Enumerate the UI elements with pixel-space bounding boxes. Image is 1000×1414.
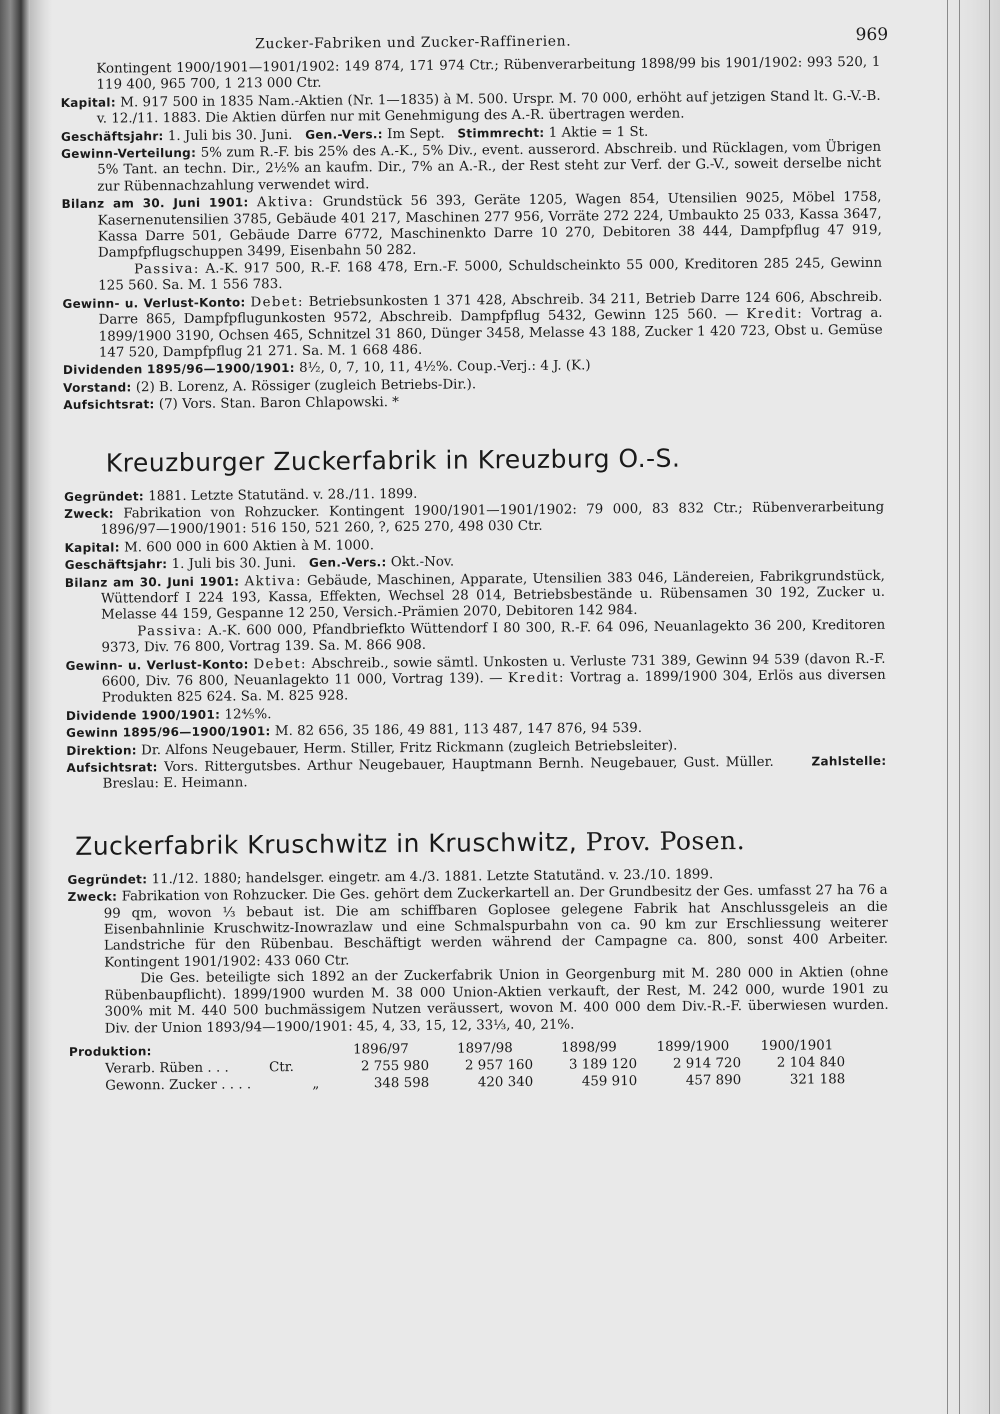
kontingent-line: Kontingent 1900/1901—1901/1902: 149 874, 171 974 Ctr.; Rübenverarbeitung 1898/99 bis 1901/1902: 993 520, 1 119 400, 965 700, 1 213 000 Ctr. — [96, 54, 881, 94]
dividenden-paragraph: Dividenden 1895/96—1900/1901: 8½, 0, 7, 10, 11, 4½%. Coup.-Verj.: 4 J. (K.) — [62, 358, 591, 378]
year-header: 1896/97 — [353, 1041, 409, 1058]
table-cell: 2 755 980 — [360, 1058, 430, 1075]
page-number: 969 — [855, 24, 889, 46]
table-cell: 420 340 — [477, 1074, 534, 1091]
table-cell: 2 914 720 — [672, 1056, 742, 1072]
right-page-edge — [940, 0, 1000, 1414]
table-cell: 2 957 160 — [464, 1057, 534, 1074]
aufsichtsrat-paragraph: Aufsichtsrat: (7) Vors. Stan. Baron Chlapowski. * — [63, 395, 399, 413]
entry-kreuzburg — [64, 481, 887, 793]
year-header: 1899/1900 — [656, 1039, 730, 1055]
gewinn-verlust-paragraph: Gewinn- u. Verlust-Konto: Debet: Abschreib., sowie sämtl. Unkosten u. Verluste 731 389, Gewinn 94 539 (davon R.-F. 6600, Div. 76 800, Neuanlagekto 11 000, Vortrag 139). — Kredit: Vortrag a. 1899/1900 304, Erlös aus diversen Produkten 825 624. Sa. M. 825 928. — [65, 651, 886, 707]
gegruendet-paragraph: Gegründet: 1881. Letzte Statutänd. v. 28./11. 1899. — [64, 486, 418, 504]
produktion-table — [69, 1037, 889, 1095]
gewinn-paragraph: Gewinn 1895/96—1900/1901: M. 82 656, 35 186, 49 881, 113 487, 147 876, 94 539. — [66, 721, 643, 741]
table-cell: 321 188 — [789, 1072, 846, 1088]
kapital-paragraph: Kapital: M. 600 000 in 600 Aktien à M. 1000. — [64, 538, 374, 556]
entry-kruschwitz — [67, 865, 889, 1095]
geschaeftsjahr-paragraph: Geschäftsjahr: 1. Juli bis 30. Juni. Gen.-Vers.: Okt.-Nov. — [64, 554, 455, 573]
book-page — [60, 21, 889, 1095]
zweck-paragraph: Zweck: Fabrikation von Rohzucker. Kontingent 1900/1901—1901/1902: 79 000, 83 832 Ctr.; Rübenverarbeitung 1896/97—1900/1901: 516 150, 521 260, ?, 625 270, 498 030 Ctr. — [64, 499, 885, 539]
beteiligung-paragraph: Die Ges. beteiligte sich 1892 an der Zuckerfabrik Union in Georgenburg mit M. 280 000 in Aktien (ohne Rübenbaupflicht). 1899/1900 wurden M. 38 000 Union-Aktien verkauft, der Rest, M. 242 000, wurde 1901 zu 300% mit M. 440 500 buchmässigem Nutzen veräussert, wovon M. 400 000 dem Div.-R.-F. überwiesen wurden. Div. der Union 1893/94—1900/1901: 45, 4, 33, 15, 12, 33⅓, 40, 21%. — [104, 965, 889, 1037]
book-spine — [0, 0, 30, 1414]
gewinn-verlust-paragraph: Gewinn- u. Verlust-Konto: Debet: Betriebsunkosten 1 371 428, Abschreib. 34 211, Betrieb Darre 124 606, Abschreib. Darre 865, Dampfpflugunkosten 9572, Abschreib. Dampfpflug 5432, Gewinn 125 560. — Kredit: Vortrag a. 1899/1900 3190, Ochsen 465, Schnitzel 31 860, Dünger 3458, Melasse 43 188, Zucker 1 420 723, Obst u. Gemüse 147 520, Dampfpflug 21 271. Sa. M. 1 668 486. — [62, 289, 883, 361]
table-cell: 459 910 — [581, 1073, 638, 1090]
row-unit: „ — [312, 1076, 320, 1092]
passiva-paragraph: Passiva: A.-K. 917 500, R.-F. 168 478, Ern.-F. 5000, Schuldscheinkto 55 000, Kreditoren 285 245, Gewinn 125 560. Sa. M. 1 556 783. — [98, 255, 883, 294]
row-label: Verarb. Rüben . . . — [105, 1060, 229, 1077]
page-edge-line — [947, 0, 948, 1414]
bilanz-paragraph: Bilanz am 30. Juni 1901: Aktiva: Grundstück 56 393, Geräte 1205, Wagen 854, Utensilien 9025, Möbel 1758, Kasernenutensilien 3785, Gebäude 401 217, Maschinen 277 956, Vorräte 272 224, Umbaukto 25 033, Kassa 3647, Kassa Darre 501, Gebäude Darre 6772, Maschinenkto Darre 10 270, Debitoren 38 444, Dampfpflug 47 919, Dampfpflugschuppen 3499, Eisenbahn 50 282. — [61, 190, 882, 262]
year-header: 1898/99 — [561, 1040, 617, 1056]
passiva-paragraph: Passiva: A.-K. 600 000, Pfandbriefkto Wüttendorf I 80 300, R.-F. 64 096, Neuanlagekto 36 200, Kreditoren 9373, Div. 76 800, Vortrag 139. Sa. M. 866 908. — [101, 617, 886, 656]
vorstand-paragraph: Vorstand: (2) B. Lorenz, A. Rössiger (zugleich Betriebs-Dir.). — [63, 377, 477, 396]
running-title: Zucker-Fabriken und Zucker-Raffinerien. — [255, 33, 572, 53]
kapital-paragraph: Kapital: M. 917 500 in 1835 Nam.-Aktien (Nr. 1—1835) à M. 500. Urspr. M. 70 000, erhöht auf jetzigen Stand lt. G.-V.-B. v. 12./11. 1883. Die Aktien dürfen nur mit Genehmigung des A.-R. übertragen werden. — [60, 88, 881, 127]
bilanz-paragraph: Bilanz am 30. Juni 1901: Aktiva: Gebäude, Maschinen, Apparate, Utensilien 383 046, Ländereien, Fabrikgrundstück, Wüttendorf I 224 193, Kassa, Effekten, Wechsel 28 014, Betriebsbestände u. Rübensamen 30 192, Zucker u. Melasse 44 159, Gespanne 12 250, Versich.-Prämien 2070, Debitoren 142 984. — [64, 568, 886, 624]
company-heading: Zuckerfabrik Kruschwitz in Kruschwitz, Prov. Posen. — [75, 825, 746, 861]
table-cell: 457 890 — [685, 1073, 742, 1089]
produktion-label: Produktion: — [68, 1044, 152, 1059]
row-unit: Ctr. — [269, 1059, 294, 1076]
zweck-paragraph: Zweck: Fabrikation von Rohzucker. Die Ges. gehört dem Zuckerkartell an. Der Grundbesitz der Ges. umfasst 27 ha 76 a 99 qm, wovon ⅓ bebaut ist. Die am schiffbaren Goplosee gelegene Fabrik hat Anschlussgeleis an die Eisenbahnlinie Kruschwitz-Inowrazlaw und eine Schmalspurbahn von ca. 90 km zur Erschliessung weiterer Landstriche für den Rübenbau. Beschäftigt werden während der Campagne ca. 800, sonst 400 Arbeiter. Kontingent 1901/1902: 433 060 Ctr. — [67, 883, 889, 971]
aufsichtsrat-paragraph: Aufsichtsrat: Vors. Rittergutsbes. Arthur Neugebauer, Hauptmann Bernh. Neugebauer, Gust. Müller. Zahlstelle: Breslau: E. Heimann. — [66, 753, 887, 793]
entry-continued — [60, 55, 883, 415]
year-header: 1897/98 — [457, 1040, 513, 1057]
gegruendet-paragraph: Gegründet: 11./12. 1880; handelsger. eingetr. am 4./3. 1881. Letzte Statutänd. v. 23./10. 1899. — [67, 867, 714, 888]
direktion-paragraph: Direktion: Dr. Alfons Neugebauer, Herm. Stiller, Fritz Rickmann (zugleich Betriebsleiter). — [66, 738, 678, 758]
page-edge-line — [959, 0, 960, 1414]
company-heading: Kreuzburger Zuckerfabrik in Kreuzburg O.-S. — [105, 443, 681, 478]
year-header: 1900/1901 — [760, 1038, 834, 1054]
table-cell: 348 598 — [373, 1075, 430, 1092]
row-label: Gewonn. Zucker . . . . — [105, 1077, 252, 1094]
geschaeftsjahr-paragraph: Geschäftsjahr: 1. Juli bis 30. Juni. Gen.-Vers.: Im Sept. Stimmrecht: 1 Aktie = 1 St. — [60, 124, 649, 144]
table-cell: 2 104 840 — [776, 1055, 846, 1071]
facing-page-edge — [30, 0, 52, 1414]
page-edge-line — [989, 0, 990, 1414]
table-cell: 3 189 120 — [568, 1056, 638, 1073]
running-header — [60, 21, 889, 62]
gewinnverteilung-paragraph: Gewinn-Verteilung: 5% zum R.-F. bis 25% des A.-K., 5% Div., event. ausserord. Abschreib. und Rücklagen, vom Übrigen 5% Tant. an techn. Dir., 2½% an kaufm. Dir., 7% an A.-R., der Rest steht zur Verf. der G.-V., soweit derselbe nicht zur Rübennachzahlung verwendet wird. — [61, 139, 882, 195]
dividende-paragraph: Dividende 1900/1901: 12⅘%. — [65, 706, 272, 723]
